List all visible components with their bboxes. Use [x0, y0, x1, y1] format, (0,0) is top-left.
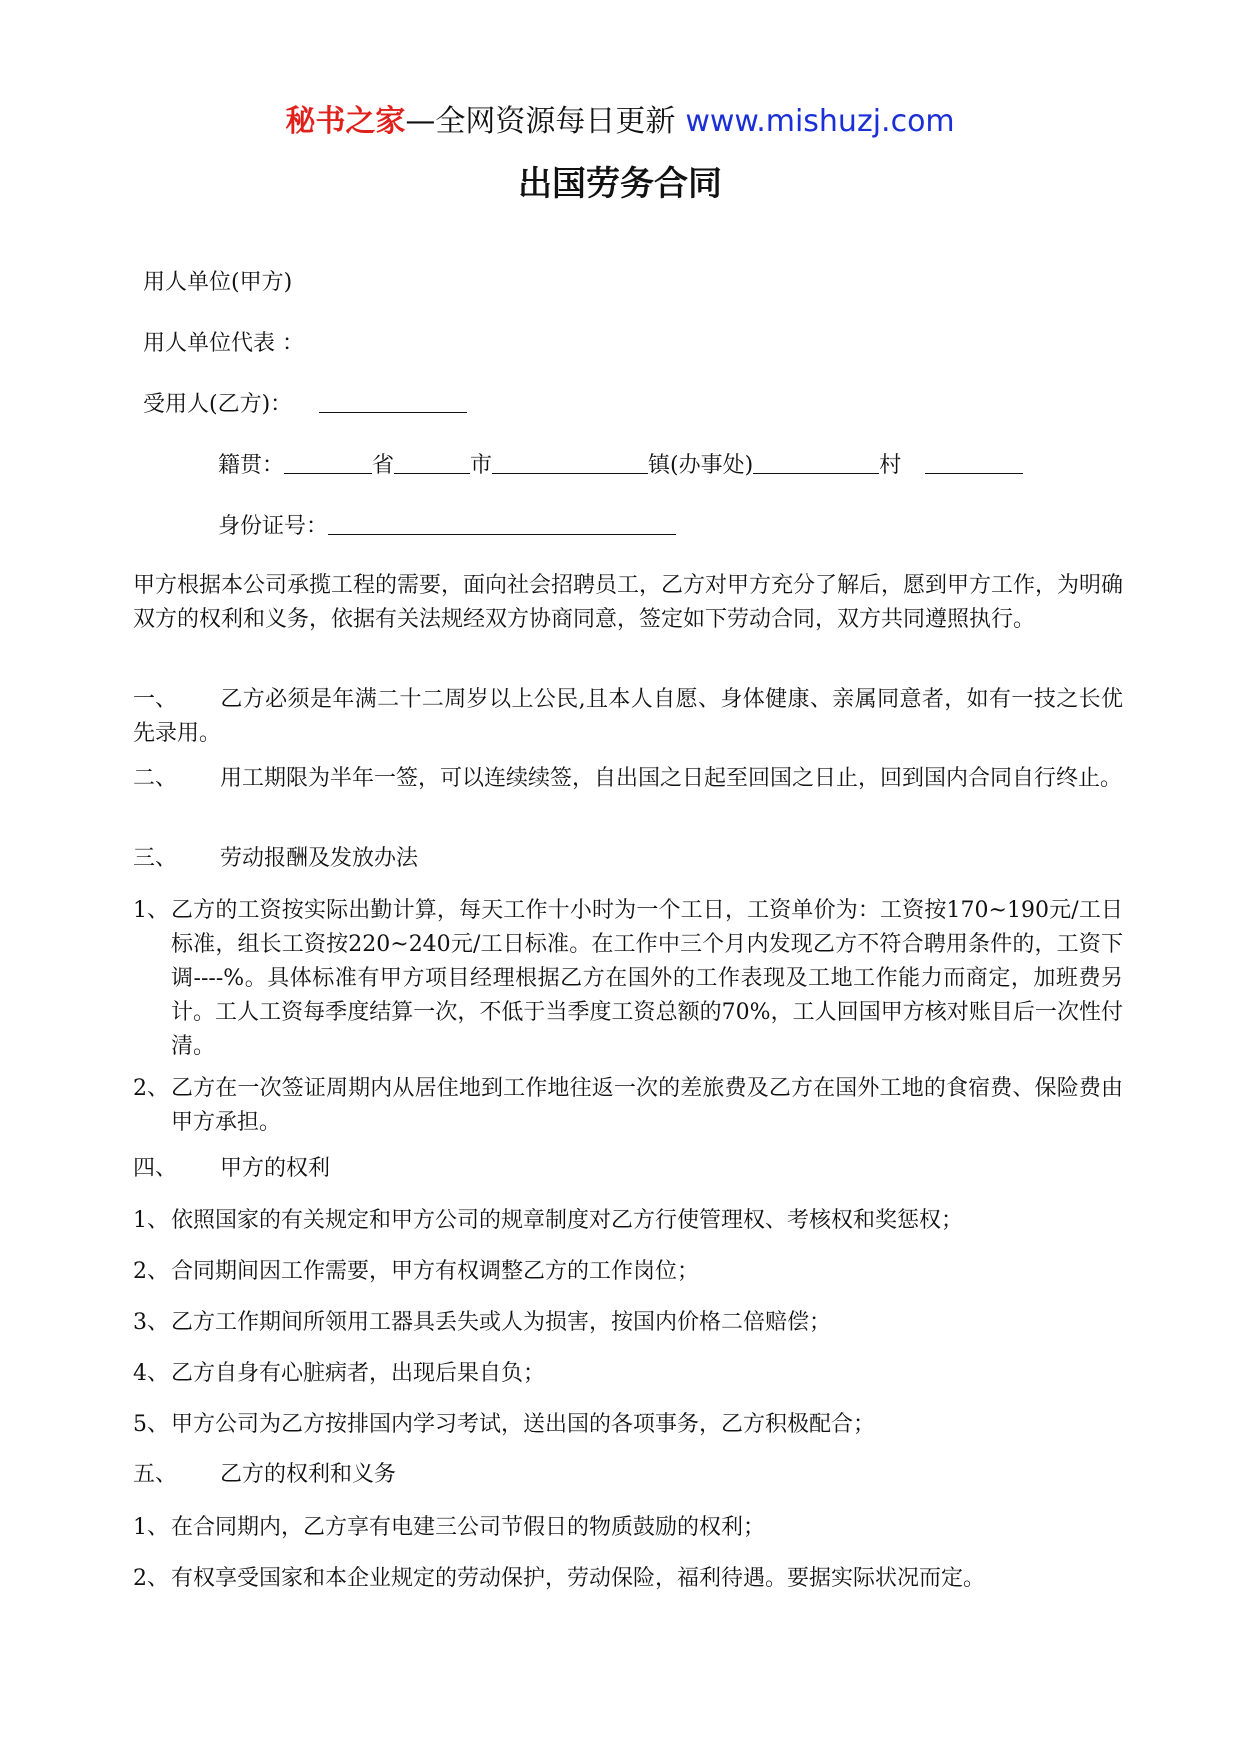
document-title: 出国劳务合同: [518, 164, 722, 204]
village-blank[interactable]: [753, 451, 879, 474]
section-4-text: 甲方的权利: [220, 1156, 331, 1181]
section-1-text: 乙方必须是年满二十二周岁以上公民,且本人自愿、身体健康、亲属同意者，如有一技之长优先录用。: [133, 687, 1123, 746]
item-text: 乙方的工资按实际出勤计算，每天工作十小时为一个工日，工资单价为：工资按170~190元/工日标准，组长工资按220~240元/工日标准。在工作中三个月内发现乙方不符合聘用条件的，工资下调----%。具体标准有甲方项目经理根据乙方在国外的工作表现及工地工作能力而商定，加班费另计。工人工资每季度结算一次，不低于当季度工资总额的70%，工人回国甲方核对账目后一次性付清。: [171, 898, 1123, 1059]
section-2-text: 用工期限为半年一签，可以连续续签，自出国之日起至回国之日止，回到国内合同自行终止。: [220, 766, 1123, 791]
section-4-heading: [133, 1154, 330, 1184]
banner-url-link[interactable]: www.mishuzj.com: [685, 104, 955, 139]
item-num: 5、: [133, 1412, 169, 1437]
native-place-field: [218, 451, 1023, 481]
employee-label: 受用人(乙方)：: [143, 392, 293, 417]
section-1: [133, 683, 1123, 751]
item-text: 乙方自身有心脏病者，出现后果自负；: [171, 1361, 546, 1386]
item-num: 4、: [133, 1361, 169, 1386]
section-1-num: 一、: [133, 687, 178, 712]
banner-slogan: —全网资源每日更新: [405, 104, 676, 139]
employer-label: 用人单位(甲方): [143, 270, 293, 295]
preamble-paragraph: 甲方根据本公司承揽工程的需要，面向社会招聘员工，乙方对甲方充分了解后，愿到甲方工作，为明确双方的权利和义务，依据有关法规经双方协商同意，签定如下劳动合同，双方共同遵照执行。: [133, 573, 1124, 632]
item-text: 甲方公司为乙方按排国内学习考试，送出国的各项事务，乙方积极配合；: [171, 1412, 876, 1437]
native-place-label: 籍贯：: [218, 453, 285, 478]
village-label: 村: [879, 453, 902, 478]
list-item: [133, 1306, 1123, 1340]
section-2: [133, 762, 1123, 796]
item-text: 乙方工作期间所领用工器具丢失或人为损害，按国内价格二倍赔偿；: [171, 1310, 832, 1335]
item-text: 在合同期内，乙方享有电建三公司节假日的物质鼓励的权利；: [171, 1515, 766, 1540]
section-5-heading: [133, 1460, 396, 1490]
item-num: 2、: [133, 1566, 169, 1591]
list-item: [133, 1255, 1123, 1289]
section-4-num: 四、: [133, 1156, 178, 1181]
employee-field: [143, 390, 467, 420]
item-text: 乙方在一次签证周期内从居住地到工作地往返一次的差旅费及乙方在国外工地的食宿费、保险费由甲方承担。: [171, 1076, 1123, 1135]
list-item: [133, 1357, 1123, 1391]
list-item: [133, 1408, 1123, 1442]
town-label: 镇(办事处): [648, 453, 754, 478]
city-label: 市: [470, 453, 493, 478]
id-blank[interactable]: [328, 512, 676, 535]
list-item: [133, 894, 1123, 1064]
item-num: 2、: [133, 1076, 169, 1101]
section-5-text: 乙方的权利和义务: [220, 1462, 397, 1487]
list-item: [133, 1072, 1123, 1140]
item-num: 1、: [133, 898, 169, 923]
site-banner: [0, 102, 1240, 142]
item-num: 1、: [133, 1208, 169, 1233]
employee-blank[interactable]: [319, 390, 467, 413]
province-label: 省: [372, 453, 395, 478]
list-item: [133, 1204, 1123, 1238]
list-item: [133, 1562, 1123, 1596]
item-text: 合同期间因工作需要，甲方有权调整乙方的工作岗位；: [171, 1259, 700, 1284]
item-text: 依照国家的有关规定和甲方公司的规章制度对乙方行使管理权、考核权和奖惩权；: [171, 1208, 964, 1233]
list-item: [133, 1511, 1123, 1545]
section-2-num: 二、: [133, 766, 178, 791]
id-field: [218, 512, 676, 542]
item-num: 1、: [133, 1515, 169, 1540]
item-num: 3、: [133, 1310, 169, 1335]
banner-brand: 秘书之家: [285, 104, 406, 139]
representative-field: [143, 329, 304, 359]
city-blank[interactable]: [394, 451, 470, 474]
representative-label: 用人单位代表 ：: [143, 331, 304, 356]
item-num: 2、: [133, 1259, 169, 1284]
section-3-heading: [133, 844, 418, 874]
section-5-num: 五、: [133, 1462, 178, 1487]
section-3-num: 三、: [133, 846, 178, 871]
item-text: 有权享受国家和本企业规定的劳动保护，劳动保险，福利待遇。要据实际状况而定。: [171, 1566, 986, 1591]
town-blank[interactable]: [492, 451, 648, 474]
province-blank[interactable]: [284, 451, 372, 474]
employer-field: [143, 268, 292, 298]
extra-blank[interactable]: [925, 451, 1023, 474]
section-3-text: 劳动报酬及发放办法: [220, 846, 419, 871]
id-label: 身份证号：: [218, 514, 329, 539]
